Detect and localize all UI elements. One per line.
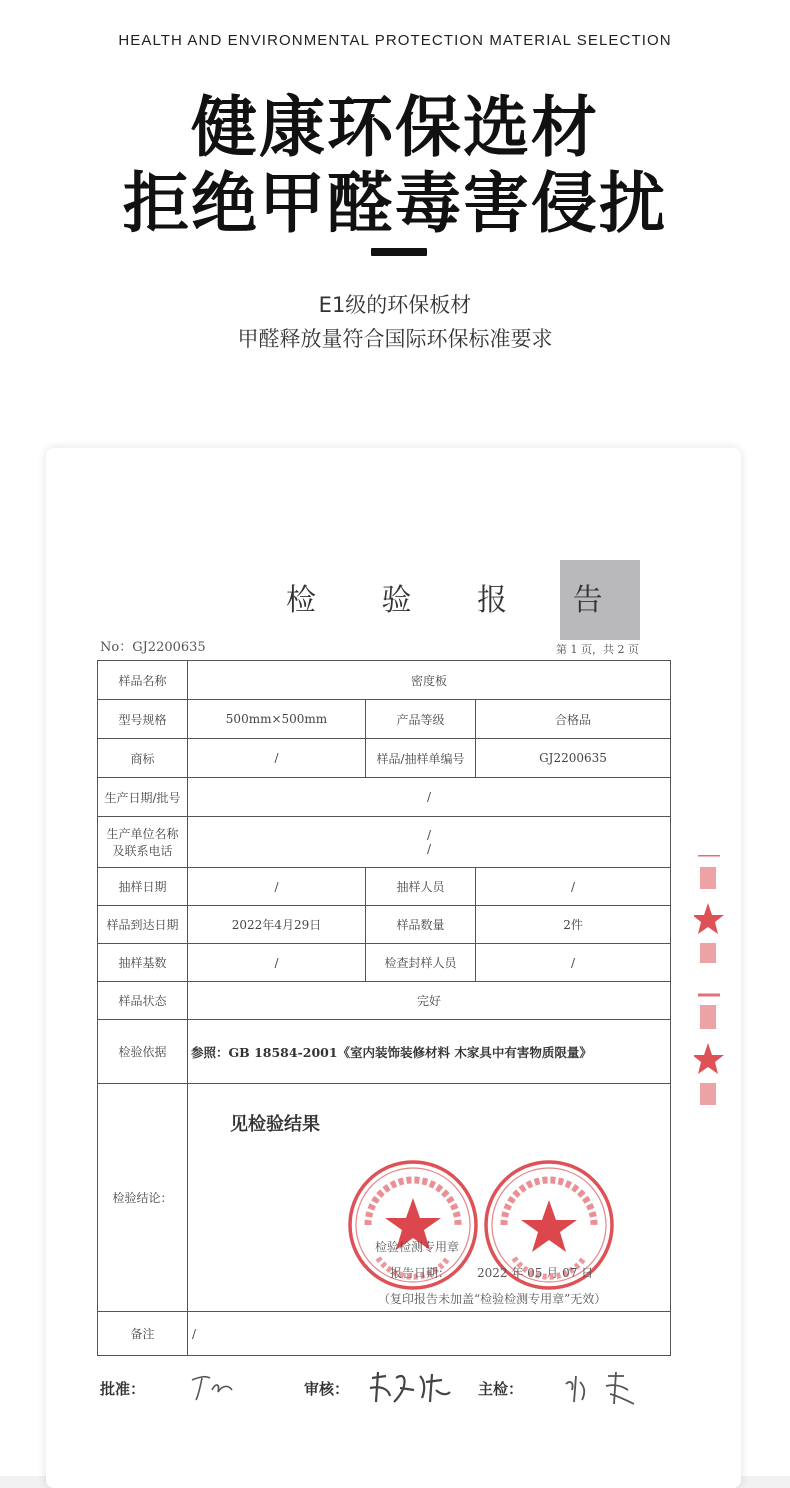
- cell-label: 抽样基数: [98, 944, 188, 982]
- cell-value: /: [188, 944, 366, 982]
- subtitle-line-2: 甲醛释放量符合国际环保标准要求: [237, 327, 553, 351]
- cell-label: 样品/抽样单编号: [366, 739, 476, 778]
- table-row: [98, 661, 671, 700]
- cell-value: /: [188, 868, 366, 906]
- cell-value: /: [476, 944, 671, 982]
- producer-label-line-1: 生产单位名称: [106, 827, 179, 841]
- table-row: [98, 817, 671, 868]
- main-title-line-2: 拒绝甲醛毒害侵扰: [123, 165, 667, 242]
- cell-label: 产品等级: [366, 700, 476, 739]
- notes-value: /: [188, 1312, 671, 1356]
- cell-value: /: [188, 739, 366, 778]
- title-divider: [371, 248, 427, 256]
- table-row: [98, 700, 671, 739]
- report-number: No：GJ2200635: [100, 640, 206, 655]
- stamp-title: 检验检测专用章: [375, 1240, 460, 1254]
- conclusion-heading: 见检验结果: [230, 1114, 320, 1135]
- report-page-info: 第 1 页，共 2 页: [556, 643, 639, 656]
- approve-label: 批准：: [100, 1380, 146, 1398]
- copy-note: （复印报告未加盖“检验检测专用章”无效）: [378, 1292, 607, 1306]
- inspector-signature: [562, 1370, 642, 1408]
- producer-line-1: /: [426, 828, 432, 842]
- report-date-label: 报告日期：: [390, 1266, 451, 1280]
- cell-label: 检验结论：: [98, 1084, 188, 1312]
- table-row: [98, 1312, 671, 1356]
- report-date: 2022 年 05 月 07 日: [477, 1266, 594, 1280]
- producer-label-line-2: 及联系电话: [112, 844, 173, 858]
- cell-label: 检查封样人员: [366, 944, 476, 982]
- reviewer-signature: [366, 1368, 452, 1408]
- cell-value: GJ2200635: [476, 739, 671, 778]
- table-row: [98, 1020, 671, 1084]
- cell-label: 抽样日期: [98, 868, 188, 906]
- cell-value: /: [476, 868, 671, 906]
- cell-value: /: [188, 778, 671, 817]
- cell-value: 2件: [476, 906, 671, 944]
- cell-label: 商标: [98, 739, 188, 778]
- cell-label: 型号规格: [98, 700, 188, 739]
- cell-label: 检验依据: [98, 1020, 188, 1084]
- cell-label: 抽样人员: [366, 868, 476, 906]
- cell-label: 生产日期/批号: [98, 778, 188, 817]
- review-label: 审核：: [304, 1380, 350, 1398]
- table-row: [98, 906, 671, 944]
- table-row: [98, 868, 671, 906]
- test-basis: 参照：GB 18584-2001《室内装饰装修材料 木家具中有害物质限量》: [188, 1020, 671, 1084]
- cell-value: 2022年4月29日: [188, 906, 366, 944]
- cell-label: 样品到达日期: [98, 906, 188, 944]
- table-row: [98, 944, 671, 982]
- cell-value: [188, 817, 671, 868]
- main-title-line-1: 健康环保选材: [191, 89, 599, 166]
- cell-value: 密度板: [188, 661, 671, 700]
- cell-label: [98, 817, 188, 868]
- approver-signature: [188, 1368, 238, 1404]
- cell-label: 样品状态: [98, 982, 188, 1020]
- report-title: 检 验 报 告: [286, 583, 631, 618]
- cell-label: 备注: [98, 1312, 188, 1356]
- table-row: [98, 739, 671, 778]
- table-row: [98, 778, 671, 817]
- cell-label: 样品名称: [98, 661, 188, 700]
- producer-line-2: /: [426, 842, 432, 856]
- side-seal-fragment: [694, 855, 724, 1135]
- subtitle-line-1: E1级的环保板材: [318, 293, 472, 317]
- cell-value: 完好: [188, 982, 671, 1020]
- cell-label: 样品数量: [366, 906, 476, 944]
- english-title: HEALTH AND ENVIRONMENTAL PROTECTION MATERIAL SELECTION: [118, 32, 672, 49]
- inspect-label: 主检：: [478, 1380, 524, 1398]
- table-row: [98, 982, 671, 1020]
- cell-value: 500mm×500mm: [188, 700, 366, 739]
- cell-value: 合格品: [476, 700, 671, 739]
